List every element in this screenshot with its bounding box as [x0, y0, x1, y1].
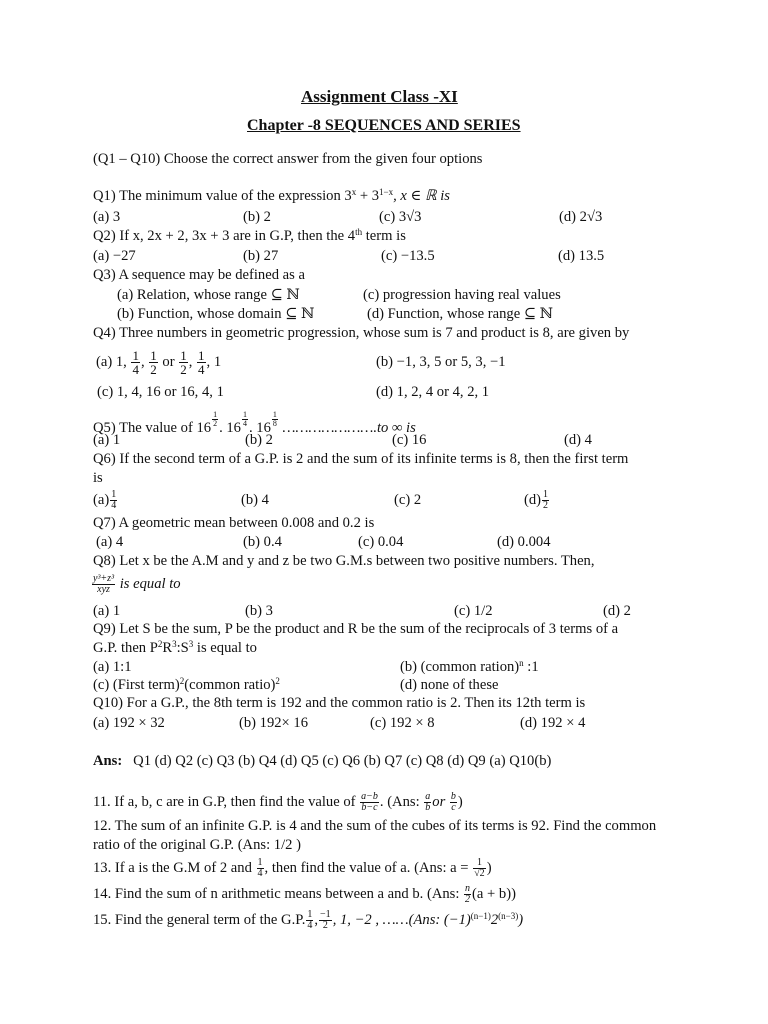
q2-option-c: (c) −13.5: [381, 248, 435, 264]
q8-option-a: (a) 1: [93, 603, 121, 619]
q8-option-b: (b) 3: [245, 603, 273, 619]
q4-text: Q4) Three numbers in geometric progression, whose sum is 7 and product is 8, are given by: [93, 325, 630, 341]
q6-option-a: (a) $\frac{1}{4}$: [93, 489, 117, 512]
q7-option-c: (c) 0.04: [358, 534, 404, 550]
q9-text: Q9) Let S be the sum, P be the product and R be the sum of the reciprocals of 3 terms of a: [93, 621, 619, 637]
q9-option-d: (d) none of these: [400, 677, 499, 693]
q13-text: 13. If a is the G.M of 2 and $\frac{1}{4}$ , then find the value of a. (Ans: a = $\frac{1}{√2}$ ): [93, 857, 492, 880]
q1-option-a: (a) 3: [93, 209, 121, 225]
q3-text: Q3) A sequence may be defined as a: [93, 267, 305, 283]
instructions: (Q1 – Q10) Choose the correct answer from the given four options: [93, 151, 483, 167]
q4-option-b: (b) −1, 3, 5 or 5, 3, −1: [376, 354, 506, 370]
q15-text: 15. Find the general term of the G.P. $\frac{1}{4}$ , $\frac{-1}{2}$ , 1, −2 , ……(Ans: $(-1)^{(n-1)}2^{(n-3)}$): [93, 909, 524, 932]
q1-option-b: (b) 2: [243, 209, 271, 225]
q2-text: Q2) If x, 2x + 2, 3x + 3 are in G.P, then the 4th term is: [93, 227, 406, 244]
q1-option-c: (c) 3√3: [379, 209, 422, 225]
q4-option-a: (a) 1, $\frac{1}{4}$ , $\frac{1}{2}$ or $\frac{1}{2}$ , $\frac{1}{4}$ , 1: [96, 348, 222, 378]
q5-option-c: (c) 16: [392, 432, 427, 448]
q4-option-d: (d) 1, 2, 4 or 4, 2, 1: [376, 384, 490, 400]
q6-option-c: (c) 2: [394, 492, 422, 508]
q10-text: Q10) For a G.P., the 8th term is 192 and the common ratio is 2. Then its 12th term is: [93, 695, 586, 711]
q10-option-d: (d) 192 × 4: [520, 715, 586, 731]
chapter-title: Chapter -8 SEQUENCES AND SERIES: [247, 117, 521, 134]
q2-option-d: (d) 13.5: [558, 248, 605, 264]
q6-text: Q6) If the second term of a G.P. is 2 and the sum of its infinite terms is 8, then the first term: [93, 451, 629, 467]
q9-option-a: (a) 1:1: [93, 659, 132, 675]
q8-option-c: (c) 1/2: [454, 603, 493, 619]
q8-expression: y³+z³ xyz is equal to: [93, 573, 181, 596]
q7-option-a: (a) 4: [96, 534, 124, 550]
q1-text: Q1) The minimum value of the expression $3^x + 3^{1-x}$, x ∈ ℝ is: [93, 187, 450, 204]
q7-option-b: (b) 0.4: [243, 534, 282, 550]
answer-key: Ans: Q1 (d) Q2 (c) Q3 (b) Q4 (d) Q5 (c) Q6 (b) Q7 (c) Q8 (d) Q9 (a) Q10(b): [93, 753, 552, 769]
q12-text-cont: ratio of the original G.P. (Ans: 1/2 ): [93, 837, 301, 853]
q3-option-a: (a) Relation, whose range ⊆ ℕ: [117, 287, 300, 303]
q9-option-b: (b) (common ration)$^n$ :1: [400, 658, 539, 675]
q9-text-cont: G.P. then $P^2R^3:S^3$ is equal to: [93, 639, 257, 656]
q3-option-b: (b) Function, whose domain ⊆ ℕ: [117, 306, 315, 322]
q3-option-c: (c) progression having real values: [363, 287, 561, 303]
answer-label: Ans:: [93, 753, 123, 769]
q3-option-d: (d) Function, whose range ⊆ ℕ: [367, 306, 554, 322]
q10-option-a: (a) 192 × 32: [93, 715, 165, 731]
q6-option-b: (b) 4: [241, 492, 269, 508]
q7-option-d: (d) 0.004: [497, 534, 551, 550]
q5-option-d: (d) 4: [564, 432, 592, 448]
q11-text: 11. If a, b, c are in G.P, then find the value of $\frac{a-b}{b-c}$ . (Ans: $\frac{a}{b}$ or $\frac{b}{c}$ ): [93, 791, 463, 814]
page-title: Assignment Class -XI: [301, 87, 458, 106]
q5-option-b: (b) 2: [245, 432, 273, 448]
q7-text: Q7) A geometric mean between 0.008 and 0.2 is: [93, 515, 375, 531]
q2-option-a: (a) −27: [93, 248, 136, 264]
q12-text: 12. The sum of an infinite G.P. is 4 and the sum of the cubes of its terms is 92. Find the common: [93, 818, 657, 834]
q14-text: 14. Find the sum of n arithmetic means between a and b. (Ans: $\frac{n}{2}$ (a + b)): [93, 883, 516, 906]
q2-option-b: (b) 27: [243, 248, 279, 264]
q6-text-cont: is: [93, 470, 103, 486]
q8-text: Q8) Let x be the A.M and y and z be two G.M.s between two positive numbers. Then,: [93, 553, 595, 569]
q4-option-c: (c) 1, 4, 16 or 16, 4, 1: [97, 384, 224, 400]
q10-option-c: (c) 192 × 8: [370, 715, 435, 731]
q5-option-a: (a) 1: [93, 432, 121, 448]
q1-option-d: (d) 2√3: [559, 209, 603, 225]
q8-option-d: (d) 2: [603, 603, 631, 619]
q10-option-b: (b) 192× 16: [239, 715, 309, 731]
q9-option-c: (c) (First term)$^2$(common ratio)$^2$: [93, 676, 280, 693]
q6-option-d: (d) $\frac{1}{2}$: [524, 489, 549, 512]
q5-text: Q5) The value of 16 $\frac{1}{2}$ . 16 $\frac{1}{4}$ . 16 $\frac{1}{8}$ ………………….to ∞ is: [93, 410, 416, 436]
